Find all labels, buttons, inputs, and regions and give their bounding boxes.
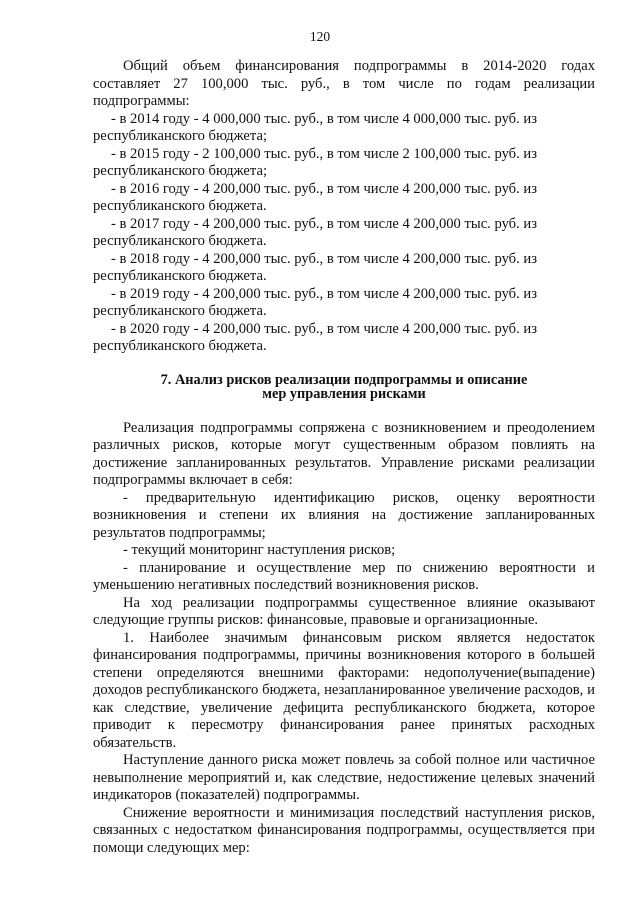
- page-number: 120: [309, 29, 331, 44]
- funding-tail: республиканского бюджета.: [93, 268, 267, 284]
- risk-measure-item: - планирование и осуществление мер по снижению вероятности и уменьшению негативных последствий возникновения рисков.: [93, 559, 595, 593]
- funding-line: - в 2019 году - 4 200,000 тыс. руб., в том числе 4 200,000 тыс. руб. из: [111, 285, 537, 302]
- funding-item-2015: [93, 146, 595, 181]
- risk-measure-item: - текущий мониторинг наступления рисков;: [123, 542, 396, 558]
- section-heading: [93, 373, 595, 402]
- funding-line: - в 2016 году - 4 200,000 тыс. руб., в том числе 4 200,000 тыс. руб. из: [111, 180, 537, 197]
- risk-intro-paragraph: Реализация подпрограммы сопряжена с возникновением и преодолением различных рисков, которые могут существенным образом повлиять на достижение запланированных результатов. Управление рисками реализации подпрограммы включает в себя:: [93, 419, 595, 488]
- funding-item-2017: [93, 216, 595, 251]
- financial-risk-paragraph: 1. Наиболее значимым финансовым риском является недостаток финансирования подпрограммы, причины возникновения которого в большей степени определяются внешними факторами: недополучение(выпадение) доходов республиканского бюджета, незапланированное увеличение расходов, и как следствие, увеличение дефицита республиканского бюджета, которое приводит к пересмотру финансирования ранее принятых расходных обязательств.: [93, 629, 595, 751]
- section-title-line-2: мер управления рисками: [262, 386, 426, 402]
- risk-mitigation-paragraph: Снижение вероятности и минимизация последствий наступления рисков, связанных с недостатком финансирования подпрограммы, осуществляется при помощи следующих мер:: [93, 804, 595, 856]
- funding-tail: республиканского бюджета.: [93, 198, 267, 214]
- funding-list: [93, 111, 595, 356]
- funding-line: - в 2017 году - 4 200,000 тыс. руб., в том числе 4 200,000 тыс. руб. из: [111, 215, 537, 232]
- funding-item-2020: [93, 321, 595, 356]
- funding-tail: республиканского бюджета;: [93, 163, 267, 179]
- section-title-line-1: 7. Анализ рисков реализации подпрограммы и описание: [160, 371, 528, 388]
- intro-paragraph: Общий объем финансирования подпрограммы в 2014-2020 годах составляет 27 100,000 тыс. руб., в том числе по годам реализации подпрограммы:: [93, 58, 595, 109]
- funding-line: - в 2020 году - 4 200,000 тыс. руб., в том числе 4 200,000 тыс. руб. из: [111, 320, 537, 337]
- funding-item-2016: [93, 181, 595, 216]
- risk-measure-item: - предварительную идентификацию рисков, оценку вероятности возникновения и степени их влияния на достижение запланированных результатов подпрограммы;: [93, 489, 595, 541]
- funding-item-2014: [93, 111, 595, 146]
- funding-line: - в 2018 году - 4 200,000 тыс. руб., в том числе 4 200,000 тыс. руб. из: [111, 250, 537, 267]
- funding-tail: республиканского бюджета.: [93, 303, 267, 319]
- funding-line: - в 2014 году - 4 000,000 тыс. руб., в том числе 4 000,000 тыс. руб. из: [111, 110, 537, 127]
- funding-tail: республиканского бюджета;: [93, 128, 267, 144]
- risk-consequence-paragraph: Наступление данного риска может повлечь за собой полное или частичное невыполнение мероприятий и, как следствие, недостижение целевых значений индикаторов (показателей) подпрограммы.: [93, 752, 595, 803]
- funding-item-2019: [93, 286, 595, 321]
- document-body: [93, 58, 595, 857]
- funding-tail: республиканского бюджета.: [93, 233, 267, 249]
- risk-groups-paragraph: На ход реализации подпрограммы существенное влияние оказывают следующие группы рисков: финансовые, правовые и организационные.: [93, 594, 595, 628]
- funding-item-2018: [93, 251, 595, 286]
- funding-line: - в 2015 году - 2 100,000 тыс. руб., в том числе 2 100,000 тыс. руб. из: [111, 145, 537, 162]
- funding-tail: республиканского бюджета.: [93, 338, 267, 354]
